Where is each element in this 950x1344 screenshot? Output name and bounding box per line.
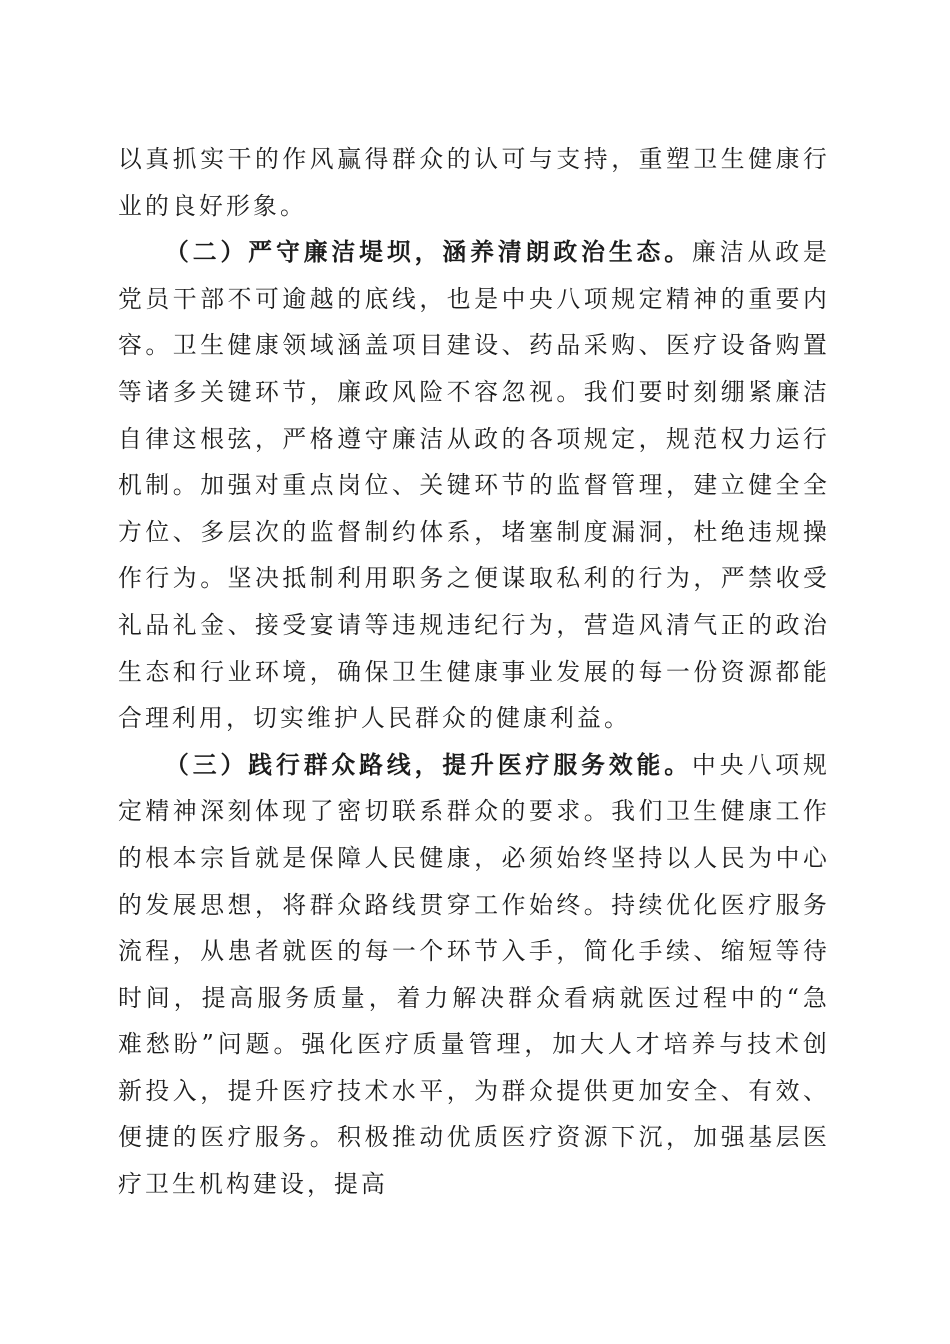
paragraph-section-2 [118,229,830,742]
section-heading: （二）严守廉洁堤坝，涵养清朗政治生态。 [165,238,693,267]
paragraph-body: 中央八项规定精神深刻体现了密切联系群众的要求。我们卫生健康工作的根本宗旨就是保障人民健康，必须始终坚持以人民为中心的发展思想，将群众路线贯穿工作始终。持续优化医疗服务流程，从患者就医的每一个环节入手，简化手续、缩短等待时间，提高服务质量，着力解决群众看病就医过程中的“急难愁盼”问题。强化医疗质量管理，加大人才培养与技术创新投入，提升医疗技术水平，为群众提供更加安全、有效、便捷的医疗服务。积极推动优质医疗资源下沉，加强基层医疗卫生机构建设，提高 [118,750,830,1199]
paragraph-body: 廉洁从政是党员干部不可逾越的底线，也是中央八项规定精神的重要内容。卫生健康领域涵盖项目建设、药品采购、医疗设备购置等诸多关键环节，廉政风险不容忽视。我们要时刻绷紧廉洁自律这根弦，严格遵守廉洁从政的各项规定，规范权力运行机制。加强对重点岗位、关键环节的监督管理，建立健全全方位、多层次的监督制约体系，堵塞制度漏洞，杜绝违规操作行为。坚决抵制利用职务之便谋取私利的行为，严禁收受礼品礼金、接受宴请等违规违纪行为，营造风清气正的政治生态和行业环境，确保卫生健康事业发展的每一份资源都能合理利用，切实维护人民群众的健康利益。 [118,238,830,733]
section-heading: （三）践行群众路线，提升医疗服务效能。 [165,750,693,779]
paragraph-body: 以真抓实干的作风赢得群众的认可与支持，重塑卫生健康行业的良好形象。 [118,145,830,220]
paragraph-section-3 [118,742,830,1208]
document-page [118,136,830,1208]
paragraph-continuation [118,136,830,229]
